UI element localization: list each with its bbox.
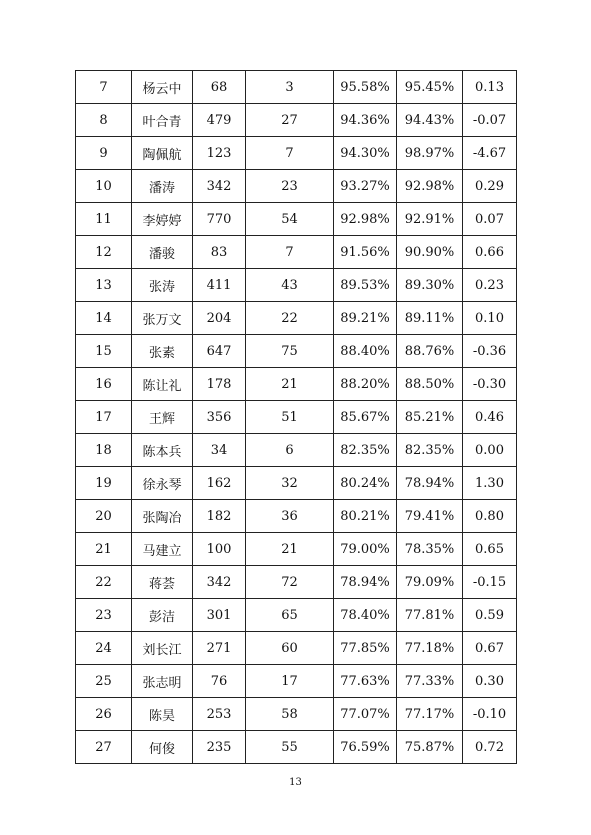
prev-rate-cell: 82.35% xyxy=(397,434,463,467)
table-row xyxy=(76,533,517,566)
rate-cell: 85.67% xyxy=(334,401,397,434)
change-cell: -4.67 xyxy=(463,137,517,170)
name-cell: 王辉 xyxy=(132,401,193,434)
prev-rate-cell: 89.11% xyxy=(397,302,463,335)
rate-cell: 78.94% xyxy=(334,566,397,599)
count-cell: 342 xyxy=(193,566,246,599)
sub-count-cell: 51 xyxy=(246,401,334,434)
prev-rate-cell: 88.50% xyxy=(397,368,463,401)
name-cell: 张志明 xyxy=(132,665,193,698)
change-cell: 1.30 xyxy=(463,467,517,500)
name-cell: 陈昊 xyxy=(132,698,193,731)
name-cell: 张陶冶 xyxy=(132,500,193,533)
count-cell: 342 xyxy=(193,170,246,203)
prev-rate-cell: 77.17% xyxy=(397,698,463,731)
rate-cell: 80.24% xyxy=(334,467,397,500)
rate-cell: 79.00% xyxy=(334,533,397,566)
table-row xyxy=(76,665,517,698)
count-cell: 253 xyxy=(193,698,246,731)
count-cell: 204 xyxy=(193,302,246,335)
sub-count-cell: 72 xyxy=(246,566,334,599)
sub-count-cell: 65 xyxy=(246,599,334,632)
table-row xyxy=(76,434,517,467)
rank-cell: 11 xyxy=(76,203,132,236)
prev-rate-cell: 95.45% xyxy=(397,71,463,104)
change-cell: 0.13 xyxy=(463,71,517,104)
change-cell: 0.67 xyxy=(463,632,517,665)
table-row xyxy=(76,236,517,269)
rank-cell: 27 xyxy=(76,731,132,764)
sub-count-cell: 21 xyxy=(246,368,334,401)
table-row xyxy=(76,269,517,302)
rate-cell: 78.40% xyxy=(334,599,397,632)
prev-rate-cell: 88.76% xyxy=(397,335,463,368)
sub-count-cell: 3 xyxy=(246,71,334,104)
rate-cell: 94.36% xyxy=(334,104,397,137)
name-cell: 杨云中 xyxy=(132,71,193,104)
count-cell: 83 xyxy=(193,236,246,269)
name-cell: 张万文 xyxy=(132,302,193,335)
prev-rate-cell: 79.09% xyxy=(397,566,463,599)
rank-cell: 20 xyxy=(76,500,132,533)
count-cell: 68 xyxy=(193,71,246,104)
rank-cell: 10 xyxy=(76,170,132,203)
name-cell: 何俊 xyxy=(132,731,193,764)
count-cell: 235 xyxy=(193,731,246,764)
count-cell: 162 xyxy=(193,467,246,500)
sub-count-cell: 58 xyxy=(246,698,334,731)
rate-cell: 95.58% xyxy=(334,71,397,104)
prev-rate-cell: 79.41% xyxy=(397,500,463,533)
rate-cell: 76.59% xyxy=(334,731,397,764)
rank-cell: 22 xyxy=(76,566,132,599)
change-cell: -0.07 xyxy=(463,104,517,137)
prev-rate-cell: 92.91% xyxy=(397,203,463,236)
table-row xyxy=(76,170,517,203)
change-cell: 0.29 xyxy=(463,170,517,203)
rank-cell: 13 xyxy=(76,269,132,302)
change-cell: 0.46 xyxy=(463,401,517,434)
count-cell: 123 xyxy=(193,137,246,170)
prev-rate-cell: 92.98% xyxy=(397,170,463,203)
count-cell: 34 xyxy=(193,434,246,467)
rank-cell: 9 xyxy=(76,137,132,170)
sub-count-cell: 55 xyxy=(246,731,334,764)
count-cell: 182 xyxy=(193,500,246,533)
name-cell: 张涛 xyxy=(132,269,193,302)
table-row xyxy=(76,368,517,401)
table-row xyxy=(76,731,517,764)
rate-cell: 88.20% xyxy=(334,368,397,401)
change-cell: 0.10 xyxy=(463,302,517,335)
name-cell: 马建立 xyxy=(132,533,193,566)
table-row xyxy=(76,500,517,533)
name-cell: 陈让礼 xyxy=(132,368,193,401)
prev-rate-cell: 77.33% xyxy=(397,665,463,698)
table-row xyxy=(76,566,517,599)
table-row xyxy=(76,698,517,731)
rank-cell: 16 xyxy=(76,368,132,401)
name-cell: 陈本兵 xyxy=(132,434,193,467)
sub-count-cell: 54 xyxy=(246,203,334,236)
table-row xyxy=(76,632,517,665)
rank-cell: 23 xyxy=(76,599,132,632)
rank-cell: 12 xyxy=(76,236,132,269)
prev-rate-cell: 77.18% xyxy=(397,632,463,665)
rate-cell: 88.40% xyxy=(334,335,397,368)
name-cell: 潘涛 xyxy=(132,170,193,203)
change-cell: -0.15 xyxy=(463,566,517,599)
name-cell: 叶合青 xyxy=(132,104,193,137)
count-cell: 479 xyxy=(193,104,246,137)
rate-cell: 94.30% xyxy=(334,137,397,170)
rate-cell: 89.53% xyxy=(334,269,397,302)
rank-cell: 26 xyxy=(76,698,132,731)
name-cell: 潘骏 xyxy=(132,236,193,269)
page-number: 13 xyxy=(289,777,302,788)
prev-rate-cell: 78.35% xyxy=(397,533,463,566)
table-row xyxy=(76,137,517,170)
change-cell: -0.10 xyxy=(463,698,517,731)
rank-cell: 7 xyxy=(76,71,132,104)
rank-cell: 8 xyxy=(76,104,132,137)
sub-count-cell: 7 xyxy=(246,137,334,170)
change-cell: -0.30 xyxy=(463,368,517,401)
name-cell: 张素 xyxy=(132,335,193,368)
sub-count-cell: 75 xyxy=(246,335,334,368)
count-cell: 301 xyxy=(193,599,246,632)
sub-count-cell: 7 xyxy=(246,236,334,269)
sub-count-cell: 23 xyxy=(246,170,334,203)
prev-rate-cell: 90.90% xyxy=(397,236,463,269)
name-cell: 蒋荟 xyxy=(132,566,193,599)
prev-rate-cell: 75.87% xyxy=(397,731,463,764)
change-cell: 0.00 xyxy=(463,434,517,467)
rate-cell: 77.85% xyxy=(334,632,397,665)
table-body xyxy=(76,71,517,764)
rank-cell: 17 xyxy=(76,401,132,434)
prev-rate-cell: 94.43% xyxy=(397,104,463,137)
name-cell: 徐永琴 xyxy=(132,467,193,500)
prev-rate-cell: 85.21% xyxy=(397,401,463,434)
sub-count-cell: 32 xyxy=(246,467,334,500)
sub-count-cell: 60 xyxy=(246,632,334,665)
rate-cell: 93.27% xyxy=(334,170,397,203)
table-row xyxy=(76,203,517,236)
sub-count-cell: 6 xyxy=(246,434,334,467)
name-cell: 李婷婷 xyxy=(132,203,193,236)
count-cell: 411 xyxy=(193,269,246,302)
rate-cell: 92.98% xyxy=(334,203,397,236)
change-cell: 0.23 xyxy=(463,269,517,302)
sub-count-cell: 21 xyxy=(246,533,334,566)
name-cell: 刘长江 xyxy=(132,632,193,665)
rank-cell: 21 xyxy=(76,533,132,566)
sub-count-cell: 17 xyxy=(246,665,334,698)
count-cell: 271 xyxy=(193,632,246,665)
rate-cell: 82.35% xyxy=(334,434,397,467)
change-cell: 0.72 xyxy=(463,731,517,764)
count-cell: 770 xyxy=(193,203,246,236)
rate-cell: 89.21% xyxy=(334,302,397,335)
sub-count-cell: 43 xyxy=(246,269,334,302)
change-cell: 0.66 xyxy=(463,236,517,269)
prev-rate-cell: 89.30% xyxy=(397,269,463,302)
rate-cell: 77.63% xyxy=(334,665,397,698)
name-cell: 彭洁 xyxy=(132,599,193,632)
change-cell: 0.80 xyxy=(463,500,517,533)
sub-count-cell: 36 xyxy=(246,500,334,533)
change-cell: -0.36 xyxy=(463,335,517,368)
count-cell: 76 xyxy=(193,665,246,698)
table-row xyxy=(76,71,517,104)
change-cell: 0.59 xyxy=(463,599,517,632)
rate-cell: 77.07% xyxy=(334,698,397,731)
change-cell: 0.65 xyxy=(463,533,517,566)
rate-cell: 80.21% xyxy=(334,500,397,533)
prev-rate-cell: 78.94% xyxy=(397,467,463,500)
rank-cell: 19 xyxy=(76,467,132,500)
count-cell: 356 xyxy=(193,401,246,434)
rank-cell: 24 xyxy=(76,632,132,665)
rate-cell: 91.56% xyxy=(334,236,397,269)
table-row xyxy=(76,104,517,137)
change-cell: 0.30 xyxy=(463,665,517,698)
table-row xyxy=(76,335,517,368)
rank-cell: 15 xyxy=(76,335,132,368)
name-cell: 陶佩航 xyxy=(132,137,193,170)
count-cell: 100 xyxy=(193,533,246,566)
ranking-table xyxy=(75,70,517,764)
count-cell: 178 xyxy=(193,368,246,401)
table-row xyxy=(76,302,517,335)
sub-count-cell: 27 xyxy=(246,104,334,137)
table-row xyxy=(76,467,517,500)
prev-rate-cell: 98.97% xyxy=(397,137,463,170)
table-row xyxy=(76,599,517,632)
prev-rate-cell: 77.81% xyxy=(397,599,463,632)
rank-cell: 14 xyxy=(76,302,132,335)
table-row xyxy=(76,401,517,434)
rank-cell: 18 xyxy=(76,434,132,467)
change-cell: 0.07 xyxy=(463,203,517,236)
sub-count-cell: 22 xyxy=(246,302,334,335)
count-cell: 647 xyxy=(193,335,246,368)
rank-cell: 25 xyxy=(76,665,132,698)
